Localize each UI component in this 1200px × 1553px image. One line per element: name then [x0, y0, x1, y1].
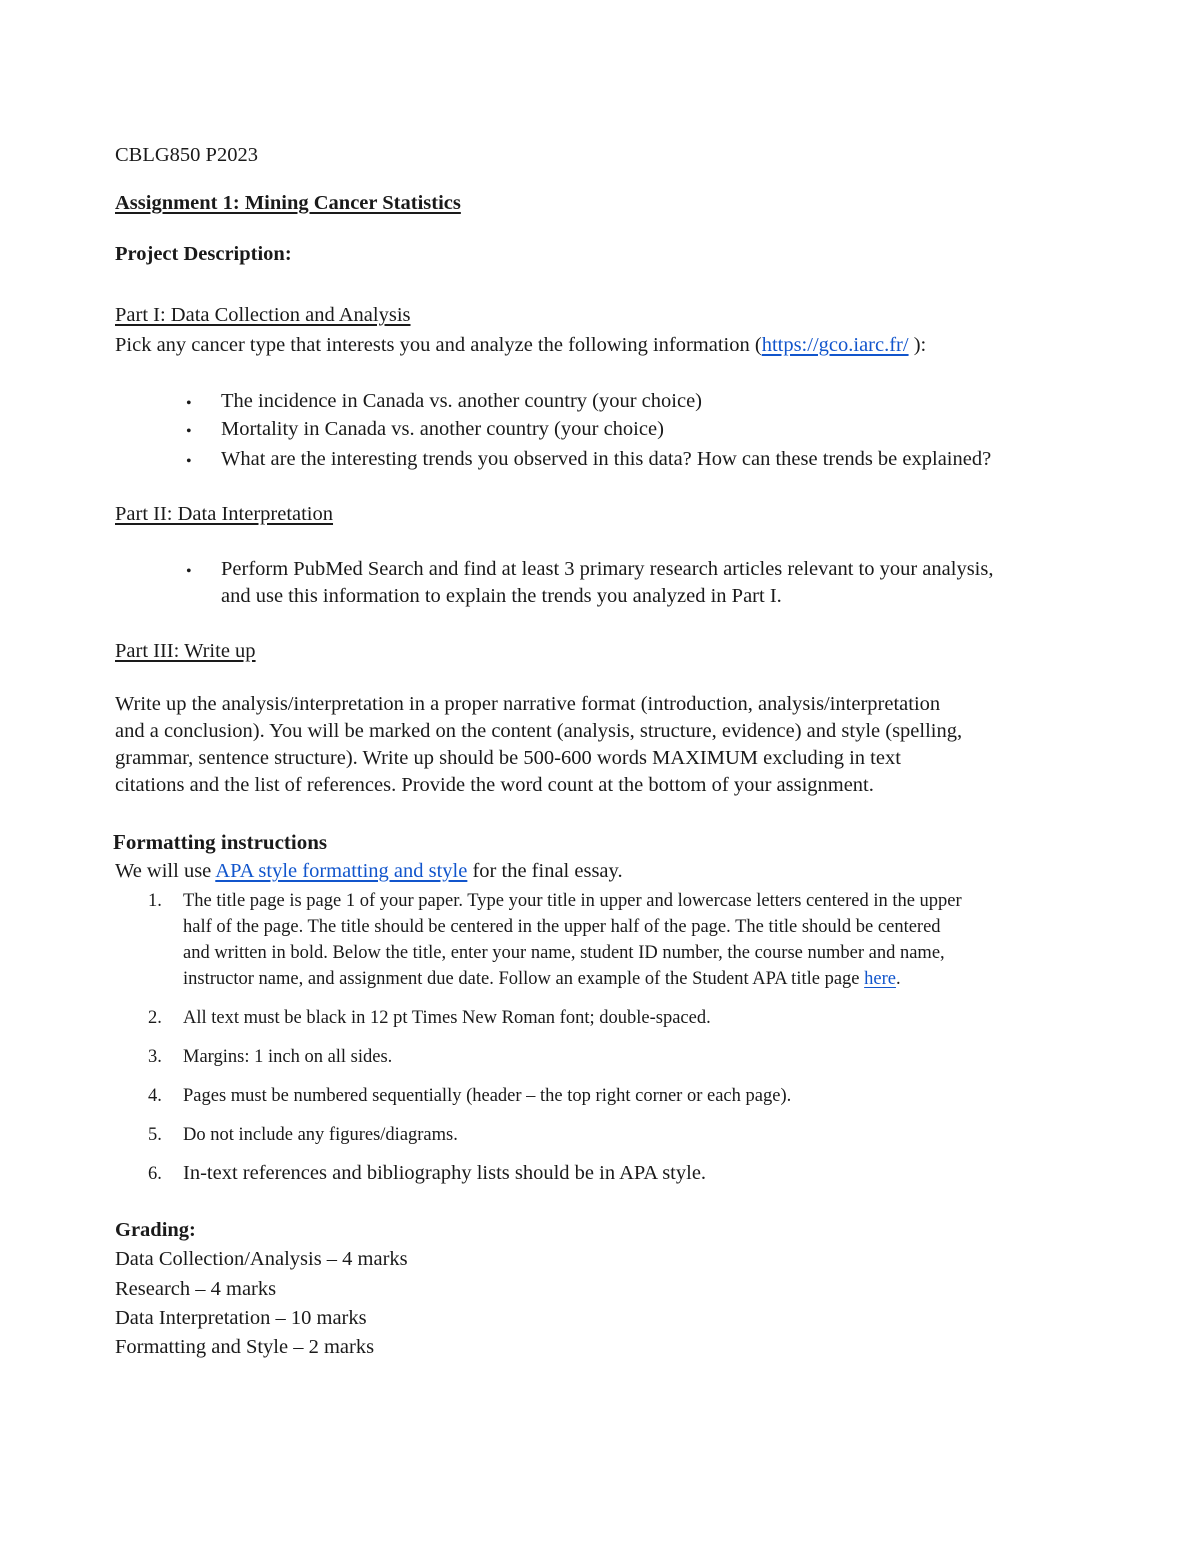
list-number: 5. [148, 1125, 162, 1145]
bullet-icon: • [186, 395, 192, 412]
formatting-item-2: All text must be black in 12 pt Times New Roman font; double-spaced. [183, 1008, 711, 1028]
part1-intro-text: Pick any cancer type that interests you and analyze the following information ( [115, 334, 762, 356]
grading-line-3: Data Interpretation – 10 marks [115, 1307, 367, 1329]
grading-line-2: Research – 4 marks [115, 1278, 277, 1300]
part3-line-2: and a conclusion). You will be marked on the content (analysis, structure, evidence) and style (spelling, [115, 720, 963, 742]
list-number: 2. [148, 1008, 162, 1028]
part1-bullet-3: What are the interesting trends you observed in this data? How can these trends be explained? [221, 448, 992, 470]
part2-heading: Part II: Data Interpretation [115, 503, 334, 525]
formatting-item-3: Margins: 1 inch on all sides. [183, 1047, 393, 1067]
grading-heading: Grading: [115, 1219, 196, 1241]
list-number: 6. [148, 1164, 162, 1184]
part2-bullet-line1: Perform PubMed Search and find at least 3 primary research articles relevant to your analysis, [221, 558, 994, 580]
formatting-item-1-line-4 [183, 969, 901, 990]
part3-heading: Part III: Write up [115, 640, 256, 662]
bullet-icon: • [186, 453, 192, 470]
project-description-heading: Project Description: [115, 243, 292, 265]
formatting-item-5: Do not include any figures/diagrams. [183, 1125, 458, 1145]
formatting-item-1-end: . [895, 969, 901, 989]
part1-bullet-2: Mortality in Canada vs. another country (your choice) [221, 418, 664, 440]
grading-line-4: Formatting and Style – 2 marks [115, 1336, 375, 1358]
part2-bullet-line2: and use this information to explain the trends you analyzed in Part I. [221, 585, 782, 607]
formatting-item-1-line-3: and written in bold. Below the title, enter your name, student ID number, the course number and name, [183, 943, 945, 963]
list-number: 1. [148, 891, 162, 911]
formatting-intro-text: We will use [115, 860, 216, 882]
part1-intro-end: ): [908, 334, 927, 356]
formatting-item-4: Pages must be numbered sequentially (header – the top right corner or each page). [183, 1086, 792, 1106]
grading-line-1: Data Collection/Analysis – 4 marks [115, 1248, 408, 1270]
formatting-item-1-line-2: half of the page. The title should be centered in the upper half of the page. The title should be centered [183, 917, 941, 937]
formatting-item-6: In-text references and bibliography lists should be in APA style. [183, 1162, 707, 1184]
formatting-item-1-text: instructor name, and assignment due date. Follow an example of the Student APA title page [183, 969, 865, 989]
formatting-intro-end: for the final essay. [467, 860, 623, 882]
part1-intro [115, 334, 926, 357]
formatting-item-1-line-1: The title page is page 1 of your paper. Type your title in upper and lowercase letters centered in the upper [183, 891, 962, 911]
part1-bullet-1: The incidence in Canada vs. another country (your choice) [221, 390, 702, 412]
formatting-heading: Formatting instructions [113, 830, 328, 854]
part3-line-3: grammar, sentence structure). Write up should be 500-600 words MAXIMUM excluding in text [115, 747, 901, 769]
apa-title-page-link[interactable]: here [864, 969, 896, 989]
list-number: 4. [148, 1086, 162, 1106]
part3-line-1: Write up the analysis/interpretation in a proper narrative format (introduction, analysis/interpretation [115, 693, 941, 715]
formatting-intro [115, 860, 623, 883]
bullet-icon: • [186, 423, 192, 440]
list-number: 3. [148, 1047, 162, 1067]
part3-line-4: citations and the list of references. Provide the word count at the bottom of your assignment. [115, 774, 874, 796]
assignment-title: Assignment 1: Mining Cancer Statistics [115, 192, 461, 214]
course-code: CBLG850 P2023 [115, 144, 258, 166]
gco-link[interactable]: https://gco.iarc.fr/ [761, 334, 909, 356]
bullet-icon: • [186, 563, 192, 580]
part1-heading: Part I: Data Collection and Analysis [115, 304, 411, 326]
apa-style-link[interactable]: APA style formatting and style [215, 860, 468, 882]
